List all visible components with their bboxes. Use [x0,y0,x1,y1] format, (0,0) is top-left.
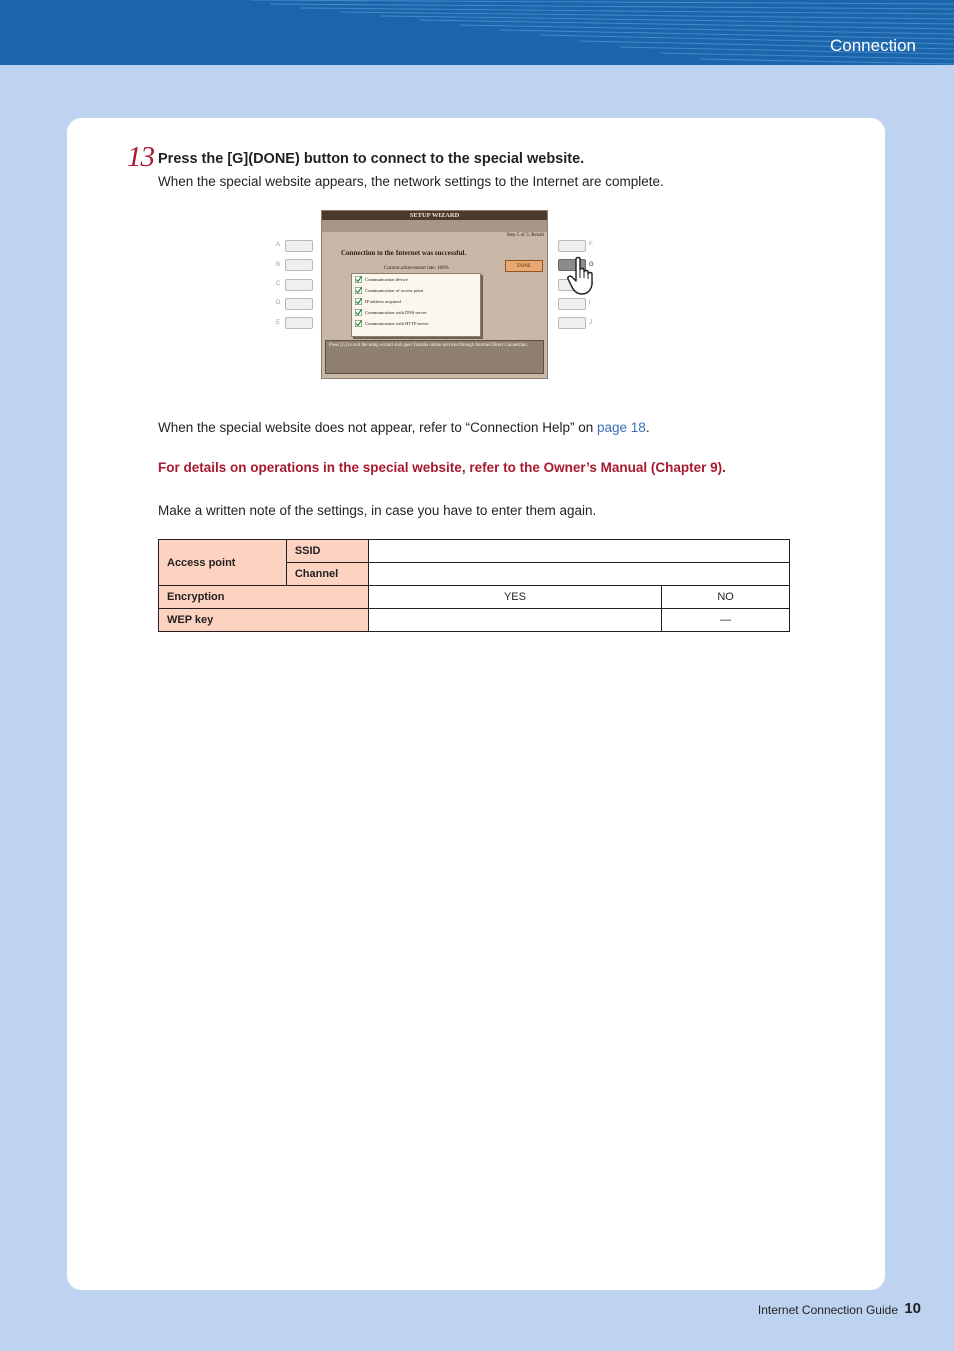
panel-label-g: G [589,262,594,268]
checkmark-icon [355,320,362,327]
help-note-period: . [645,420,650,435]
wep-key-header: WEP key [159,609,369,632]
access-point-header: Access point [159,540,287,586]
table-row [159,540,790,563]
encryption-no-cell: NO [662,586,790,609]
checklist-label: Communication of access point [365,288,424,293]
panel-label-i: I [589,300,591,306]
checkmark-icon [355,309,362,316]
panel-label-c: C [276,281,281,287]
screen-achievement-rate: Current achievement rate: 100% [384,266,449,271]
encryption-header: Encryption [159,586,369,609]
panel-button-d[interactable] [285,298,313,310]
wep-key-value-cell [368,609,661,632]
channel-header: Channel [286,563,368,586]
step-description: When the special website appears, the network settings to the Internet are complete. [158,174,664,189]
instrument-screen [321,210,548,379]
screen-success-message: Connection to the Internet was successful. [341,249,467,257]
screen-done-button[interactable]: DONE [505,260,543,272]
footer-page-number: 10 [904,1300,921,1317]
panel-button-c[interactable] [285,279,313,291]
panel-label-d: D [276,300,281,306]
page-header [0,0,954,65]
footer-guide-title: Internet Connection Guide [757,1303,898,1317]
manual-note: For details on operations in the special website, refer to the Owner’s Manual (Chapter 9). [158,460,726,475]
checklist-label: IP address acquired [365,299,401,304]
panel-button-a[interactable] [285,240,313,252]
table-row [159,586,790,609]
panel-button-e[interactable] [285,317,313,329]
panel-label-j: J [589,320,592,326]
help-note [158,420,650,435]
written-note: Make a written note of the settings, in case you have to enter them again. [158,503,597,518]
checklist-label: Communication with HTTP server [365,321,429,326]
step-title: Press the [G](DONE) button to connect to the special website. [158,151,585,167]
ssid-header: SSID [286,540,368,563]
panel-button-i[interactable] [558,298,586,310]
checkmark-icon [355,298,362,305]
screen-checklist [351,273,481,337]
screen-toolbar [322,220,547,232]
checklist-label: Communication with DNS server [365,310,427,315]
checklist-item [352,274,480,285]
screen-step-indicator: Step 5 of 5: Result [506,233,544,238]
panel-label-f: F [589,242,593,248]
table-row [159,609,790,632]
checkmark-icon [355,287,362,294]
checklist-item [352,307,480,318]
screen-help-message: Press [G] to exit the setup wizard and open Yamaha online services through Internet Direct Connection. [325,340,544,374]
encryption-yes-cell: YES [368,586,661,609]
checklist-item [352,285,480,296]
panel-label-e: E [276,320,281,326]
settings-table [158,539,790,632]
checklist-label: Communication device [365,277,408,282]
help-note-text: When the special website does not appear, refer to “Connection Help” on [158,420,598,435]
ssid-value-cell [368,540,789,563]
panel-label-a: A [276,242,281,248]
checkmark-icon [355,276,362,283]
panel-button-b[interactable] [285,259,313,271]
channel-value-cell [368,563,789,586]
checklist-item [352,296,480,307]
checklist-item [352,318,480,329]
panel-button-j[interactable] [558,317,586,329]
panel-button-f[interactable] [558,240,586,252]
pointing-hand-icon [566,256,600,296]
section-title: Connection [829,36,916,55]
wep-key-dash-cell: — [662,609,790,632]
step-number: 13 [127,141,154,173]
header-stripes [0,0,954,65]
panel-label-b: B [276,262,281,268]
screen-title: SETUP WIZARD [322,211,547,220]
page-18-link[interactable]: page 18 [597,420,646,435]
